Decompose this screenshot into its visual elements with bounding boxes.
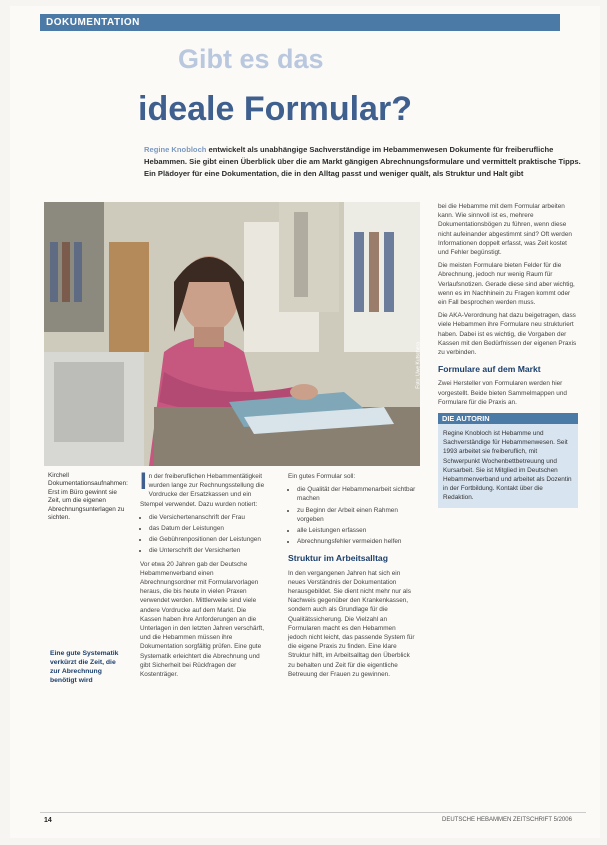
article-column-2 [288,472,416,683]
list-item: • die Qualität der Hebammenarbeit sichtbar machen [297,485,416,503]
page-number: 14 [44,817,52,824]
footer-divider [40,812,586,813]
article-column-3 [438,202,578,508]
headline-line-1: Gibt es das [178,44,324,74]
drop-cap: I [140,468,147,495]
author-box-text: Regine Knobloch ist Hebamme und Sachverständige für Hebammenwesen. Seit 1993 arbeitet sie freiberuflich, mit Schwerpunkt Wochenbettbetreuung und Kursarbeit. Sie ist Mitglied im Deutschen Hebammenverband und arbeitet als Dozentin in der Fortbildung. Kontakt über die Redaktion. [438,424,578,508]
list-item: • die Versichertenanschrift der Frau [149,513,268,522]
column-3-paragraph: Zwei Hersteller von Formularen werden hier vorgestellt. Beide bieten Sammelmappen und Formulare für die Praxis an. [438,380,567,406]
list-item: • Abrechnungsfehler vermeiden helfen [297,537,416,546]
magazine-page [10,6,600,838]
section-label: DOKUMENTATION [40,14,560,31]
list-item: • zu Beginn der Arbeit einen Rahmen vorgeben [297,506,416,524]
article-column-1 [140,468,268,683]
section-heading-formulare: Formulare auf dem Markt [438,364,541,375]
column-3-paragraph: Die meisten Formulare bieten Felder für die Abrechnung, jedoch nur wenig Raum für Verlaufsnotizen. Gerade diese sind aber wichtig, wenn es im Nachhinein zu Fragen kommt oder ein Fall besprochen werden muss. [438,262,575,307]
pull-quote: Eine gute Systematik verkürzt die Zeit, die zur Abrechnung benötigt wird [50,650,119,684]
column-3-paragraph: Die AKA-Verordnung hat dazu beigetragen, dass viele Hebammen ihre Formulare neu strukturiert haben. Dabei ist es wichtig, die Vorgaben der Kassen mit den Bedürfnissen der eigenen Praxis zu verbinden. [438,312,577,357]
list-item: • alle Leistungen erfassen [297,526,416,535]
lead-author: Regine Knobloch [144,145,207,154]
column-1-intro: In der freiberuflichen Hebammentätigkeit wurden lange zur Rechnungsstellung die Vordrucke der Ersatzkassen und ein Stempel verwendet. Dazu wurden notiert: [140,468,265,508]
list-item: • die Unterschrift der Versicherten [149,546,268,555]
lead-text: entwickelt als unabhängige Sachverständige im Hebammenwesen Dokumente für freiberufliche Hebammen. Sie gibt einen Überblick über die am Markt gängigen Abrechnungsformulare und vermittelt praktische Tipps. Ein Plädoyer für eine Dokumentation, die in den Alltag passt und weniger quält, als Struktur und Halt gibt [144,145,581,178]
headline-line-2: ideale Formular? [138,90,412,128]
column-2-body: In den vergangenen Jahren hat sich ein neues Verständnis der Dokumentation herausgebildet. Sie dient nicht mehr nur als Nachweis gegenüber den Krankenkassen, sondern auch als Grundlage für die Qualitätssicherung. Die Vielzahl an Formularen macht es den Hebammen jedoch nicht leicht, das passende System für die eigene Praxis zu finden. Eine klare Struktur hilft, im Arbeitsalltag den Überblick zu behalten und Zeit für die eigentliche Betreuung der Frauen zu gewinnen. [288,569,415,678]
photo-credit: Foto: Uwe Kutschera [416,342,422,389]
journal-name: DEUTSCHE HEBAMMEN ZEITSCHRIFT 5/2006 [442,817,572,823]
list-item: • das Datum der Leistungen [149,524,268,533]
column-1-body: Vor etwa 20 Jahren gab der Deutsche Hebammenverband einen Abrechnungsordner mit Formularvorlagen heraus, die bis heute in vielen Praxen verwendet werden. Mittlerweile sind viele andere Vordrucke auf dem Markt. Die Kassen haben ihre Anforderungen an die Unterlagen in den letzten Jahren verschärft, und die Hebammen müssen ihre Dokumentation sorgfältig prüfen. Eine gute Systematik erleichtert die Abrechnung und gibt Sicherheit bei Rückfragen der Kostenträger. [140,560,264,679]
column-2-list [288,485,416,546]
list-item: • die Gebührenpositionen der Leistungen [149,535,268,544]
lead-paragraph [144,144,584,180]
article-photo [44,202,420,466]
author-box-title: DIE AUTORIN [438,413,578,424]
column-1-list [140,513,268,556]
photo-caption: Kirchell Dokumentationsaufnahmen: Erst im Büro gewinnt sie Zeit, um die eigenen Abrechnungsunterlagen zu sichten. [48,472,128,522]
section-heading-struktur: Struktur im Arbeitsalltag [288,553,388,564]
photo-illustration [44,202,420,466]
column-2-intro: Ein gutes Formular soll: [288,473,356,480]
column-3-paragraph: bei die Hebamme mit dem Formular arbeiten kann. Wie sinnvoll ist es, mehrere Dokumentationsbögen zu führen, wenn diese nicht aufeinander abgestimmt sind? Oft werden Informationen doppelt erfasst, was Zeit kostet und Fehler begünstigt. [438,203,572,257]
